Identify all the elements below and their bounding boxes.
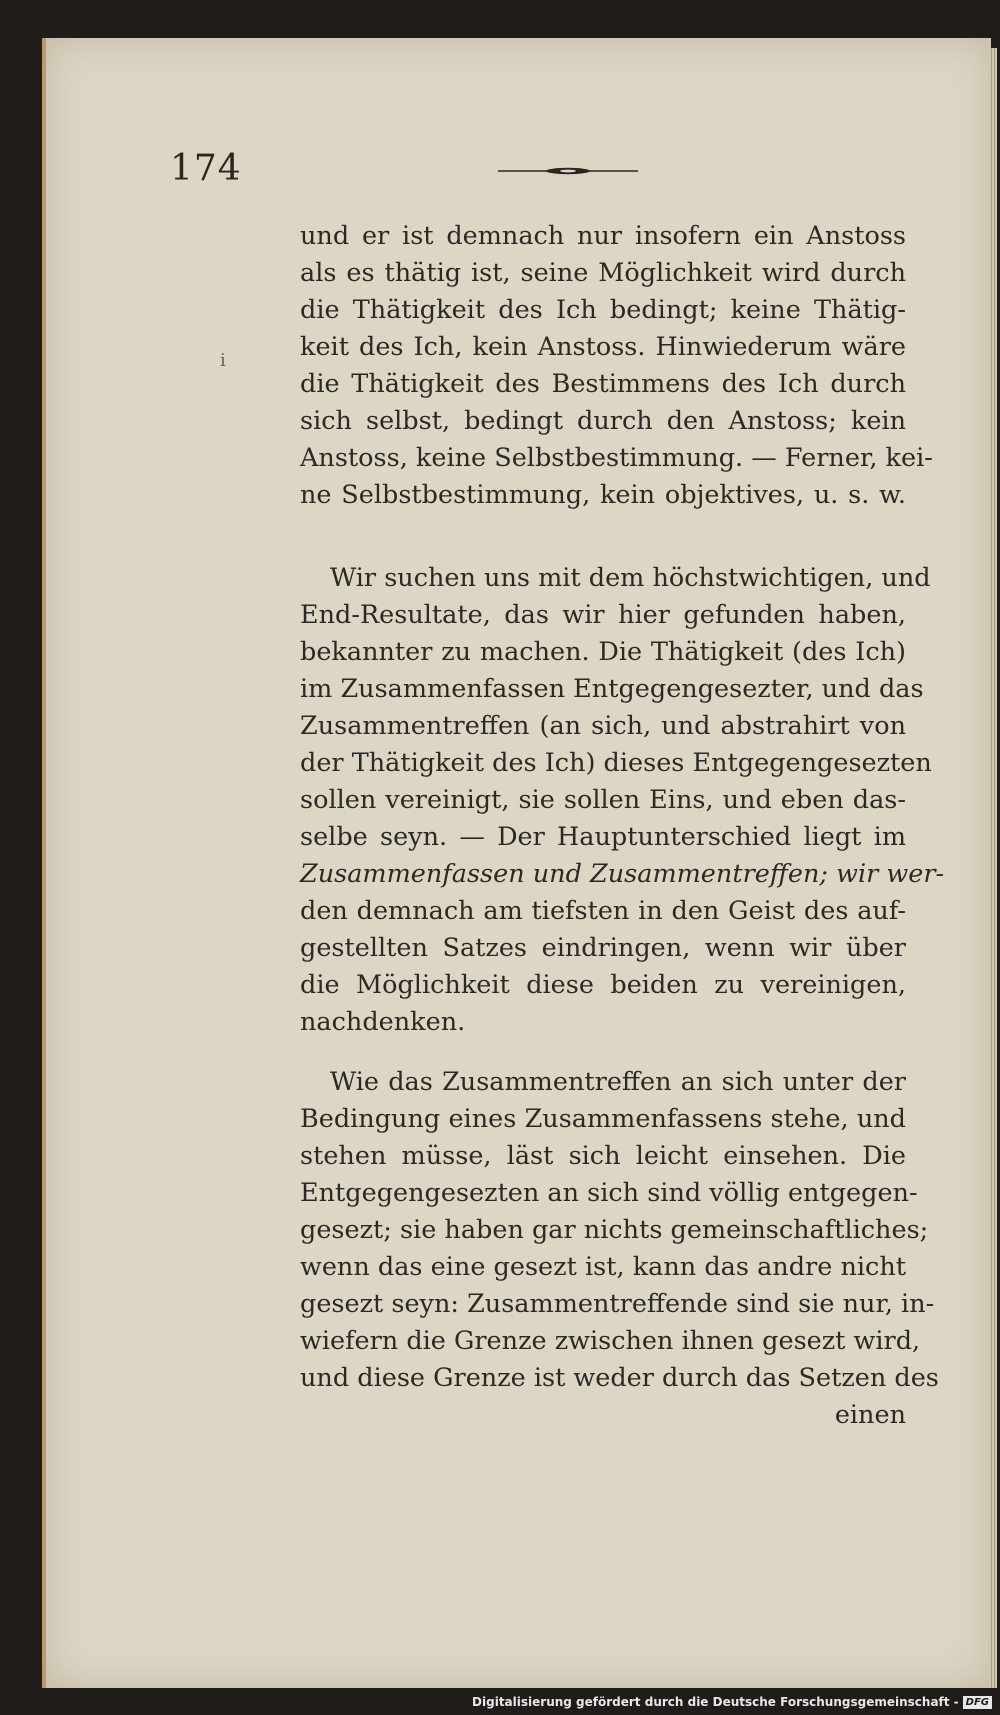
margin-mark: i <box>220 350 226 371</box>
text-line: Wie das Zusammentreffen an sich unter der <box>330 1067 906 1097</box>
text-line: die Thätigkeit des Bestimmens des Ich durch <box>300 369 906 399</box>
footer-credit: Digitalisierung gefördert durch die Deutsche Forschungsgemeinschaft - <box>472 1695 959 1709</box>
paragraph-gap <box>300 1041 906 1064</box>
digitization-footer <box>472 1691 992 1713</box>
text-line: der Thätigkeit des Ich) dieses Entgegengesezten <box>300 748 932 778</box>
text-line: und diese Grenze ist weder durch das Setzen des <box>300 1363 939 1393</box>
paragraph-gap <box>300 514 906 560</box>
text-line: Wir suchen uns mit dem höchstwichtigen, und <box>330 563 931 593</box>
text-line: gesezt; sie haben gar nichts gemeinschaftliches; <box>300 1215 929 1245</box>
text-line: Entgegengesezten an sich sind völlig entgegen- <box>300 1178 918 1208</box>
paragraph <box>300 218 933 514</box>
text-line: nachdenken. <box>300 1007 466 1037</box>
text-line: gesezt seyn: Zusammentreffende sind sie nur, in- <box>300 1289 935 1319</box>
text-line: die Thätigkeit des Ich bedingt; keine Thätig- <box>300 295 906 325</box>
text-line: wiefern die Grenze zwischen ihnen gesezt wird, <box>300 1326 921 1356</box>
text-line: die Möglichkeit diese beiden zu vereinigen, <box>300 970 906 1000</box>
text-line: wenn das eine gesezt ist, kann das andre nicht <box>300 1252 906 1282</box>
page-number: 174 <box>170 148 242 189</box>
page-edge <box>989 48 997 1688</box>
body-text <box>300 218 945 1434</box>
text-line: selbe seyn. — Der Hauptunterschied liegt im <box>300 822 906 852</box>
text-line: als es thätig ist, seine Möglichkeit wird durch <box>300 258 906 288</box>
text-line: sich selbst, bedingt durch den Anstoss; kein <box>300 406 906 436</box>
paragraph <box>300 560 945 1041</box>
text-line: Bedingung eines Zusammenfassens stehe, und <box>300 1104 906 1134</box>
text-line: Zusammenfassen und Zusammentreffen; wir wer- <box>300 859 945 889</box>
dfg-logo: DFG <box>963 1696 992 1709</box>
text-line: gestellten Satzes eindringen, wenn wir über <box>300 933 906 963</box>
paragraph <box>300 1064 939 1397</box>
text-line: im Zusammenfassen Entgegengesezter, und das <box>300 674 924 704</box>
ornament-rule <box>498 167 638 175</box>
text-line: den demnach am tiefsten in den Geist des auf- <box>300 896 906 926</box>
text-line: stehen müsse, läst sich leicht einsehen. Die <box>300 1141 906 1171</box>
text-line: End-Resultate, das wir hier gefunden haben, <box>300 600 906 630</box>
text-line: Anstoss, keine Selbstbestimmung. — Ferner, kei- <box>300 443 933 473</box>
text-line: ne Selbstbestimmung, kein objektives, u. s. w. <box>300 480 906 510</box>
text-line: bekannter zu machen. Die Thätigkeit (des Ich) <box>300 637 906 667</box>
catchword: einen <box>834 1400 906 1430</box>
text-line: und er ist demnach nur insofern ein Anstoss <box>300 221 906 251</box>
text-line: Zusammentreffen (an sich, und abstrahirt von <box>300 711 906 741</box>
text-line: sollen vereinigt, sie sollen Eins, und eben das- <box>300 785 906 815</box>
text-line: keit des Ich, kein Anstoss. Hinwiederum wäre <box>300 332 906 362</box>
